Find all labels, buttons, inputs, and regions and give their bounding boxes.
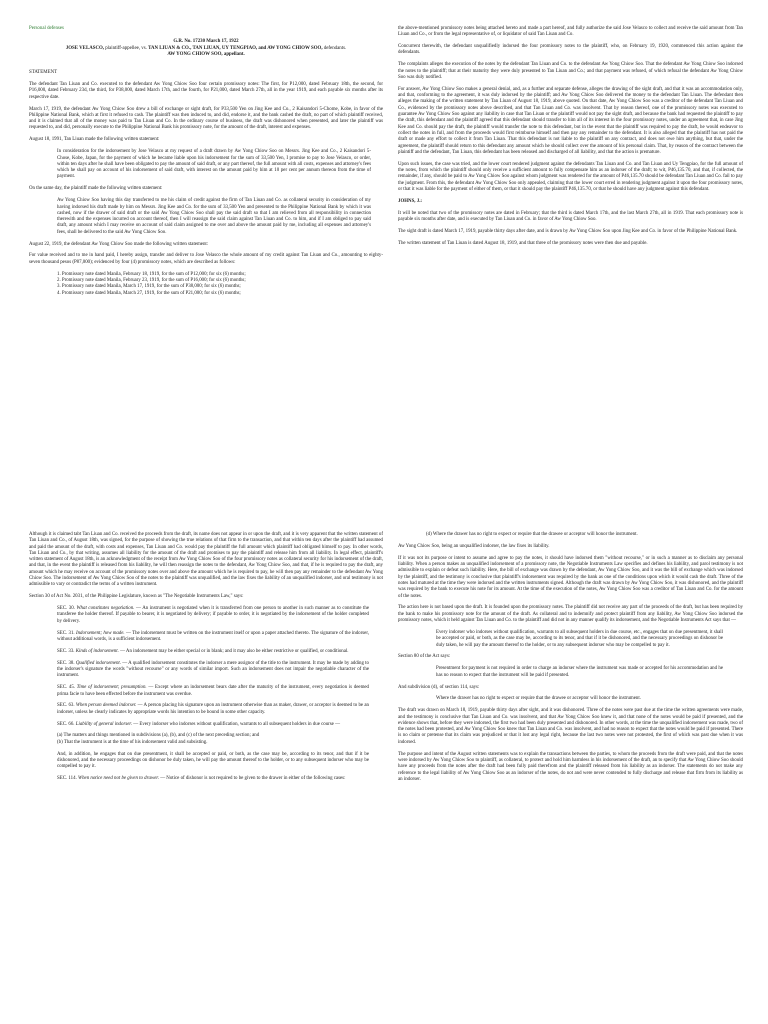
page-bottom xyxy=(0,512,768,1024)
block-quote: (d) Where the drawer has no right to expect or require that the drawee or acceptor will honor the instrument. xyxy=(426,532,638,537)
top-left-column xyxy=(29,26,383,302)
statute-section xyxy=(57,661,369,680)
promissory-notes-list xyxy=(57,272,383,297)
statute-paragraph: And, in addition, he engages that on due presentment, it shall be accepted or paid, or both, as the case may be, according to its tenor, and that if it be dishonored, and the necessary proceedings on dishonor be duly taken, he will pay the amount thereof to the holder, or to any subsequent indorser who may be compelled to pay it. xyxy=(57,751,369,770)
paragraph: The written statement of Tan Liuan is dated August 18, 1919, and that three of the promissory notes were then due and payable. xyxy=(398,240,648,246)
paragraph: The purpose and intent of the August written statements was to explain the transactions between the parties, to whom the proceeds from the draft were paid, and that the notes were indorsed by Aw Yong Chiow Soo to plaintiff, as collateral, to protect and hold him harmless in his indorsement of the draft, an to specify that Aw Yong Chiow Soo should have any proceeds from the notes after the draft had been fully paid therefrom and the plaintiff released from his liability as an indorser. The statements do not make any reference to the legal liability of Aw Yong Chiow Soo as an indorser of the notes, do not and were never contended to fully discharge and release that firm from its liability as an indorser. xyxy=(398,751,743,782)
section-number: SEC. 30. xyxy=(57,606,77,612)
appellant-line: AW YONG CHIOW SOO, appellant. xyxy=(167,51,245,57)
paragraph: The draft was drawn on March 18, 1919, payable thirty days after sight, and it was dishonored. Three of the notes were past due at the time the written agreements were made, and the testimony is conclusive that Tan Liuan and Co. was insolvent, and that Aw Yong Chiow Soo knew it, and that none of the notes would be paid if presented, and the evidence shows that, before they were indorsed, the first two had been duly presented and dishonored. In other words, at the time the unqualified indorsement was made, two of the notes had been protested, and Aw Yong Chiow Soo knew that Tan Liuan and Co. was insolvent, and had no reason to expect that the notes would be paid if presented. There is no claim or pretense that its claim was prejudiced or that it lost any legal right, because the last two notes were not protested, the first of which was past due when it was indorsed. xyxy=(398,708,743,745)
list-item: 4. Promissory note dated Manila, March 27, 1919, for the sum of P21,000; for six (6) months; xyxy=(57,290,241,296)
section-number: SEC. 38. xyxy=(57,660,76,666)
section-body: — An indorsement may be either special or in blank; and it may also be either restrictive or qualified, or conditional. xyxy=(118,648,349,654)
subdivision-a: (a) The matters and things mentioned in subdivisions (a), (b), and (c) of the next preceding section; and xyxy=(57,733,260,739)
statute-subdivisions xyxy=(57,733,369,746)
section-body: — Every indorser who indorses without qualification, warrants to all subsequent holders in due course — xyxy=(132,721,340,727)
paragraph: For answer, Aw Yong Chiow Soo makes a general denial, and, as a further and separate defense, alleges the drawing of the sight draft, and that it was an accommodation only, and that, conforming to the agreement, it was duly indorsed by the plaintiff; and Aw Yong Chiow Soo delivered the money to the defendant Tan Liuan. The defendant then alleges the making of the written statement by Tan Liuan of August 18, 1919, above quoted. On that date, Aw Yong Chiow Soo was a creditor of the defendant Tan Liuan and Co., evidenced by the promissory notes above described, and that Tan Liuan and Co. was insolvent. That by reason thereof, one of the promissory notes was executed to guarantee Aw Yong Chiow Soo against any liability in case that Tan Liuan or the plaintiff would not pay the sight draft, and because the bank had requested the plaintiff to pay the draft, this defendant and the plaintiff agreed that this defendant should transfer to him all of its interest in the four promissory notes, under an agreement that, in case Jing Kee and Co. should pay the draft, the plaintiff would transfer the note to this defendant, but in the event that the plaintiff was required to pay the draft, he would endeavor to collect the notes in full, and from the proceeds would first reimburse himself and then pay any remainder to the defendant. It is also alleged that the plaintiff has not paid the draft or made any effort to collect it from Tan Liuan. That this defendant is not liable to the plaintiff on any contract, and does not owe him anything, but that, under the agreement, the plaintiff should return to this defendant any amount which he should collect over the amount of his personal claim. That, by reason of the contract between the plaintiff and the defendant, Tan Liuan, this defendant has been released and discharged of all liability, and that the action is premature. xyxy=(398,86,743,155)
paragraph: It will be noted that two of the promissory notes are dated in February; that the third is dated March 17th, and the last March 27th, all in 1919. That each promissory note is payable six months after date, and is executed by Tan Liuan and Co. in favor of Aw Yong Chiow Soo. xyxy=(398,210,743,222)
block-quote: Aw Yong Chiow Soo having this day transferred to me his claim of credit against the firm of Tan Liuan and Co. as collateral security in consideration of my having indorsed his draft made by him on Messrs. Jing Kee and Co. for the sum of 33,500 Yen and presented to the Philippine National Bank by which it was cashed, now if the drawer of said draft or the said Aw Yong Chiow Soo shall pay the said draft so that I am relieved from all responsibility in connection therewith and the expenses incurred on account thereof, then I will reassign the said claim against Tan Liuan and Co. to him, and if I am obliged to pay said draft, any amount which I may receive on account of said claim assigned to me over and above the amount paid by me, including all expenses and attorney's fees, shall be delivered to the said Aw Yong Chiow Soo. xyxy=(57,198,371,235)
paragraph: Upon such issues, the case was tried, and the lower court rendered judgment against the defendants Tan Liuan and Co. and Tan Liuan and Uy Tengpiao, for the full amount of the notes, from which the plaintiff should only receive a sufficient amount to fully compensate him as an indorser of the draft; to wit, P46,135.70, and that, if collected, the remainder, if any, should be paid to Aw Yong Chiow Soo against whom judgment was rendered for the amount of P46,135.70 should be defendant Tan Liuan and Co. fail to pay the judgment. From this, the defendant Aw Yong Chiow Soo only appealed, claiming that the lower court erred in rendering judgment against it upon the four promissory notes, or that it was liable for the payment of either of them, or that it should pay the plaintiff P46,135.70, or that he should have any judgment against this defendant. xyxy=(398,161,743,192)
paragraph: The defendant Tan Liuan and Co. executed to the defendant Aw Yong Chiow Soo four certain promissory notes: The first, for P12,000, dated February 18th, the second, for P16,000, dated February 23d, the third, for P38,000, dated March 17th, and the fourth, for P21,000, dated March 27th, all in the year 1919, and each payable six months after its respective date. xyxy=(29,82,383,100)
block-quote: In consideration for the indorsement by Jose Velasco at my request of a draft drawn by Aw Yong Chiow Soo on Messrs. Jing Kee and Co., 2 Kaisandori 5-Chose, Kobe, Japan, for the payment of which he became liable upon his indorsement for the sum of 33,500 Yen, I promise to pay to Jose Velasco, or order, within ten days after he shall have been obligated to pay the amount of said draft, or any part thereof, the full amount with all costs, expenses and attorney's fees which he shall pay on account of his indorsement of said draft, with interest on the amount paid by him at 10 per cent per annum thereon from the time of payment. xyxy=(57,149,371,180)
paragraph: For value received and to me in hand paid, I hereby assign, transfer and deliver to Jose Velasco the whole amount of my credit against Tan Liuan and Co., amounting to eighty-seven thousand pesos (P87,000); evidenced by four (4) promissory notes, which are described as follows: xyxy=(29,253,383,265)
justice-heading: JOHNS, J.: xyxy=(398,198,423,204)
paragraph: Although it is claimed tabt Tan Liuan and Co. received the proceeds from the draft, its name does not appear in or upon the draft, and it is very apparent that the written statement of Tan Liuan and Co., of August 18th, was signed, for the purpose of showing the true relations of that firm to the transaction, and that within ten days after the plaintiff had assumed and paid the amount of the draft, with costs and expenses, Tan Liuan and Co. would pay the plaintiff the full amount which plaintiff had obligated himself to pay. In other words, Tan Liuan and Co., by that writing, assumes all liability for the amount of the draft and promises to pay the plaintiff and release him from all liability. In legal effect, plaintiff's written statement of August 18th, is an acknowledgment of the receipt from Aw Yong Chiow Soo of the four promissory notes as collateral security for his indorsement of the draft, and that, in the event the plaintiff is released from his liability, he will then reassign the notes to the defendant, Aw Yong Chiow Soo, and that, if he is required to pay the draft, any amount which he may receive on account of the promissory notes over and above the amount which he is required to pay, he will then pay any remainder to the defendant Aw Yong Chiow Soo. The indorsement of Aw Yong Chiow Soo of the notes to the plaintiff was unqualified, and the law fixes the liability of an unqualified indorser, and oral testimony is not admissible to vary or contradict the terms of a written instrument. xyxy=(29,532,383,588)
statute-section xyxy=(57,685,369,698)
statute-section xyxy=(57,606,369,625)
section-number: SEC. 114. xyxy=(57,776,79,782)
parties-text-2: defendants. xyxy=(322,45,347,51)
section-number: SEC. 63. xyxy=(57,703,76,709)
paragraph: And subdivision (d), of section 114, says: xyxy=(398,684,480,690)
paragraph: The complaints alleges the execution of the notes by the defendant Tan Liuan and Co. to the defendant Aw Yong Chiow Soo. That the defendant Aw Yong Chiow Soo indorsed the notes to the plaintiff; that at their maturity they were duly presented to Tan Liuan and Co.; and that payment was refused, of which refusal the defendant Aw Yong Chiow Soo was duly notified. xyxy=(398,62,743,80)
paragraph: Section 80 of the Act says: xyxy=(398,654,451,660)
section-title: Kinds of indorsement. xyxy=(75,648,119,654)
parties-text: plaintiff-appellee, vs. xyxy=(104,45,149,51)
paragraph: March 17, 1919, the defendant Aw Yong Chiow Soo drew a bill of exchange or sight draft, for P33,500 Yen on Jing Kee and Co., 2 Kaisandori 5-Chome, Kobe, in favor of the Philippine National Bank, which at first it refused to cash. The plaintiff was then induced to, and did, endorse it, and the bank cashed the draft, no part of which plaintiff received, and it is claimed that all of the money was paid to Tan Liuan and Co. In the ordinary course of business, the draft was dishonored when presented, and later the plaintiff was requested to, and did, personally execute to the Philippine National Bank his promissory note, for the amount of the draft, interest and expenses. xyxy=(29,106,383,131)
section-body: — A qualified indorsement constitutes the indorser a mere assignor of the title to the instrument. It may be made by adding to the indorser's signature the words "without recourse" or any words of similar import. Such an indorsement does not impair the negotiable character of the instrument. xyxy=(57,660,369,679)
section-title: Qualified indorsement. xyxy=(75,660,121,666)
block-quote: Presentment for payment is not required in order to charge an indorser where the instrument was made or accepted for his accommodation and he has no reason to expect that the instrument will be paid if presented. xyxy=(436,666,723,678)
statute-section xyxy=(57,649,369,655)
paragraph: If it was not its purpose or intent to assume and agree to pay the notes, it should have indorsed them "without recourse," or in such a manner as to disclaim any personal liability. When a person makes an unqualified indorsement of a promissory note, the Negotiable Instruments Law specifies and defines his liability, and parol testimony is not admissible to explain or defeat such liability. Here, the bill of exchange was drawn by the defendant, Aw Yong Chiow Soo, and it was the bill of exchange which was indorsed by the plaintiff, and the testimony is conclusive that plaintiff's indorsement was required by the bank as one of the conditions upon which it would cash the draft. Three of the notes had matured at the time they were indorsed and the written instruments signed. Although the draft was drawn by Aw Yong Chiow Soo, it was dishonored, and the plaintiff was required by the bank to execute his note for its amount. At the time of the execution of the notes, Aw Yong Chiow Soo was a creditor of Tan Liuan and Co. for the amount of the notes. xyxy=(398,555,743,599)
block-quote: Every indorser who indorses without qualification, warrants to all subsequent holders in due course, etc., engages that on due presentment, it shall be accepted or paid, or both, as the case may be, according to its tenor, and that if it be dishonored, and the necessary proceedings on dishonor be duly taken, he will pay the amount thereof to the holder, or to any subsequent indorser who may be compelled to pay it. xyxy=(436,629,723,648)
subdivision-b: (b) That the instrument is at the time of his indorsement valid and subsisting. xyxy=(57,739,208,745)
case-number: G.R. No. 17230 March 17, 1922 xyxy=(173,39,239,45)
section-body: — An instrument is negotiated when it is transferred from one person to another in such manner as to constitute the transferee the holder thereof. If payable to bearer, it is negotiated by delivery; if payable to order, it is negotiated by the indorsement of the holder completed by delivery. xyxy=(57,606,369,624)
bottom-right-column xyxy=(398,532,743,789)
statute-section xyxy=(57,631,369,644)
paragraph: The action here is not based upon the draft. It is founded upon the promissory notes. The plaintiff did not receive any part of the proceeds of the draft, but has been required by the bank to make his promissory note for the amount of the draft. As collateral and to indemnify and protect plaintiff from any liability, Aw Yong Chiow Soo indorsed the promissory notes, which it held against Tan Liuan and Co. to the plaintiff and did not in any manner qualify its indorsement, and the Negotiable Instruments Act says that — xyxy=(398,605,743,624)
paragraph: the above-mentioned promissory notes being attached hereto and made a part hereof, and fully authorize the said Jose Velasco to collect and receive the said amount from Tan Liuan and Co., or from the legal representative of, or liquidator of said Tan Liuan and Co. xyxy=(398,26,743,38)
statement-heading: STATEMENT xyxy=(29,70,58,76)
list-item: 2. Promissory note dated Manila, February 23, 1919, for the sum of P16,000; for six (6) months; xyxy=(57,277,246,283)
defendant-names: TAN LIUAN & CO., TAN LIUAN, UY TENGPIAO, and AW YONG CHIOW SOO, xyxy=(148,45,323,51)
section-body: — The indorsement must be written on the instrument itself or upon a paper attached thereto. The signature of the indorser, without additional words, is a sufficient indorsement. xyxy=(57,630,369,642)
paragraph: On the same day, the plaintiff made the following written statement: xyxy=(29,186,163,192)
section-title: Indorsement; how made. xyxy=(75,630,125,636)
paragraph: August 18, 1991, Tan Liuan made the following written statement: xyxy=(29,137,160,143)
statute-section xyxy=(57,776,369,782)
section-number: SEC. 66. xyxy=(57,721,76,727)
section-title: Liability of general indorser. xyxy=(75,721,133,727)
section-number: SEC. 31. xyxy=(57,630,76,636)
paragraph: August 22, 1919, the defendant Aw Yong Chiow Soo made the following written statement: xyxy=(29,241,209,247)
section-title: When person deemed indorser. xyxy=(75,703,137,709)
paragraph: Concurrent therewith, the defendant unqualifiedly indorsed the four promissory notes to the plaintiff, who, on February 19, 1920, commenced this action against the defendants. xyxy=(398,44,743,56)
statute-section xyxy=(57,722,369,728)
paragraph: Section 30 of Act No. 2031, of the Philippine Legislature, known as "The Negotiable Instruments Law," says: xyxy=(29,594,244,600)
section-title: When notice need not be given to drawer. xyxy=(78,776,159,782)
list-item: 1. Promissory note dated Manila, February 18, 1919, for the sum of P12,000; for six (6) months; xyxy=(57,271,246,277)
top-right-column xyxy=(398,26,743,253)
section-body: — Except where an indorsement bears date after the maturity of the instrument, every negotiation is deemed prima facie to have been effected before the instrument was overdue. xyxy=(57,685,369,697)
case-parties xyxy=(29,46,383,52)
statute-section xyxy=(57,703,369,716)
bottom-left-column xyxy=(29,532,383,788)
section-header-link[interactable]: Personal defenses xyxy=(29,26,64,31)
paragraph: The sight draft is dated March 17, 1919, payable thirty days after date, and is drawn by Aw Yong Chiow Soo upon Jing Kee and Co. in favor of the Philippine National Bank. xyxy=(398,228,738,234)
section-title: What constitutes negotiation. xyxy=(76,606,135,612)
paragraph: Aw Yong Chiow Soo, being an unqualified indorser, the law fixes its liability. xyxy=(398,543,550,549)
section-body: — Notice of dishonor is not required to be given to the drawer in either of the following cases: xyxy=(158,776,346,782)
plaintiff-name: JOSE VELASCO, xyxy=(65,45,105,51)
block-quote: Where the drawer has no right to expect or require that the drawee or acceptor will honor the instrument. xyxy=(436,696,641,702)
list-item: 3. Promissory note dated Manila, March 17, 1919, for the sum of P38,000; for six (6) months; xyxy=(57,284,241,290)
section-body: — A person placing his signature upon an instrument otherwise than as maker, drawer, or acceptor is deemed to be an indorser, unless he clearly indicates by appropriate words his intention to be bound in some other capacity. xyxy=(57,703,369,715)
section-number: SEC. 33. xyxy=(57,648,76,654)
section-number: SEC. 45. xyxy=(57,685,77,691)
section-title: Time of indorsement; presumption. xyxy=(76,685,147,691)
